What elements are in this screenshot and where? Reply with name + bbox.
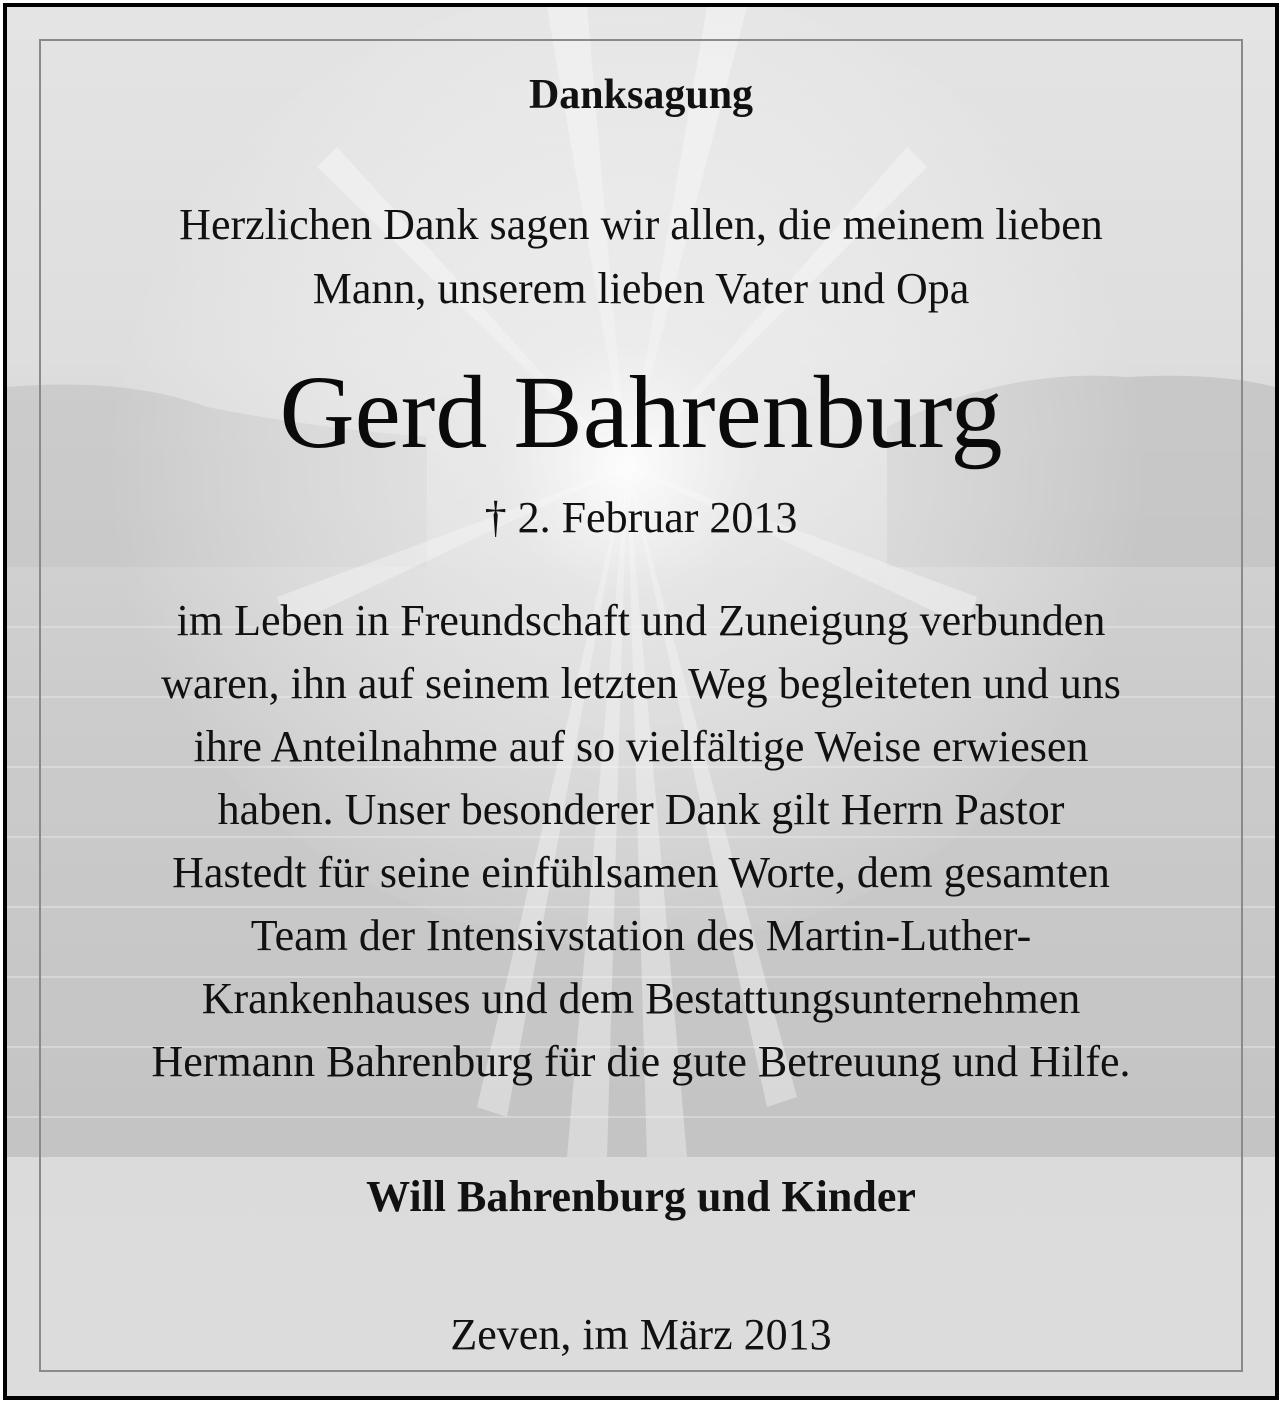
death-date: † 2. Februar 2013: [484, 493, 798, 542]
intro-text: [7, 193, 1275, 321]
notice-frame: [3, 3, 1279, 1400]
body-line: Krankenhauses und dem Bestattungsunternehmen: [201, 974, 1081, 1023]
notice-heading: Danksagung: [528, 72, 754, 118]
body-text: [7, 589, 1275, 1093]
body-line: Hastedt für seine einfühlsamen Worte, dem gesamten: [172, 848, 1110, 897]
deceased-name: Gerd Bahrenburg: [279, 355, 1003, 470]
intro-line: Mann, unserem lieben Vater und Opa: [312, 264, 970, 313]
body-line: waren, ihn auf seinem letzten Weg begleiteten und uns: [161, 659, 1121, 708]
body-line: Hermann Bahrenburg für die gute Betreuung und Hilfe.: [151, 1037, 1131, 1086]
body-line: Team der Intensivstation des Martin-Luther-: [250, 911, 1032, 960]
signature: Will Bahrenburg und Kinder: [366, 1172, 916, 1221]
body-line: ihre Anteilnahme auf so vielfältige Weise erwiesen: [193, 722, 1089, 771]
body-line: haben. Unser besonderer Dank gilt Herrn Pastor: [217, 785, 1065, 834]
intro-line: Herzlichen Dank sagen wir allen, die meinem lieben: [179, 200, 1103, 249]
place-date: Zeven, im März 2013: [450, 1310, 832, 1359]
body-line: im Leben in Freundschaft und Zuneigung verbunden: [176, 596, 1106, 645]
